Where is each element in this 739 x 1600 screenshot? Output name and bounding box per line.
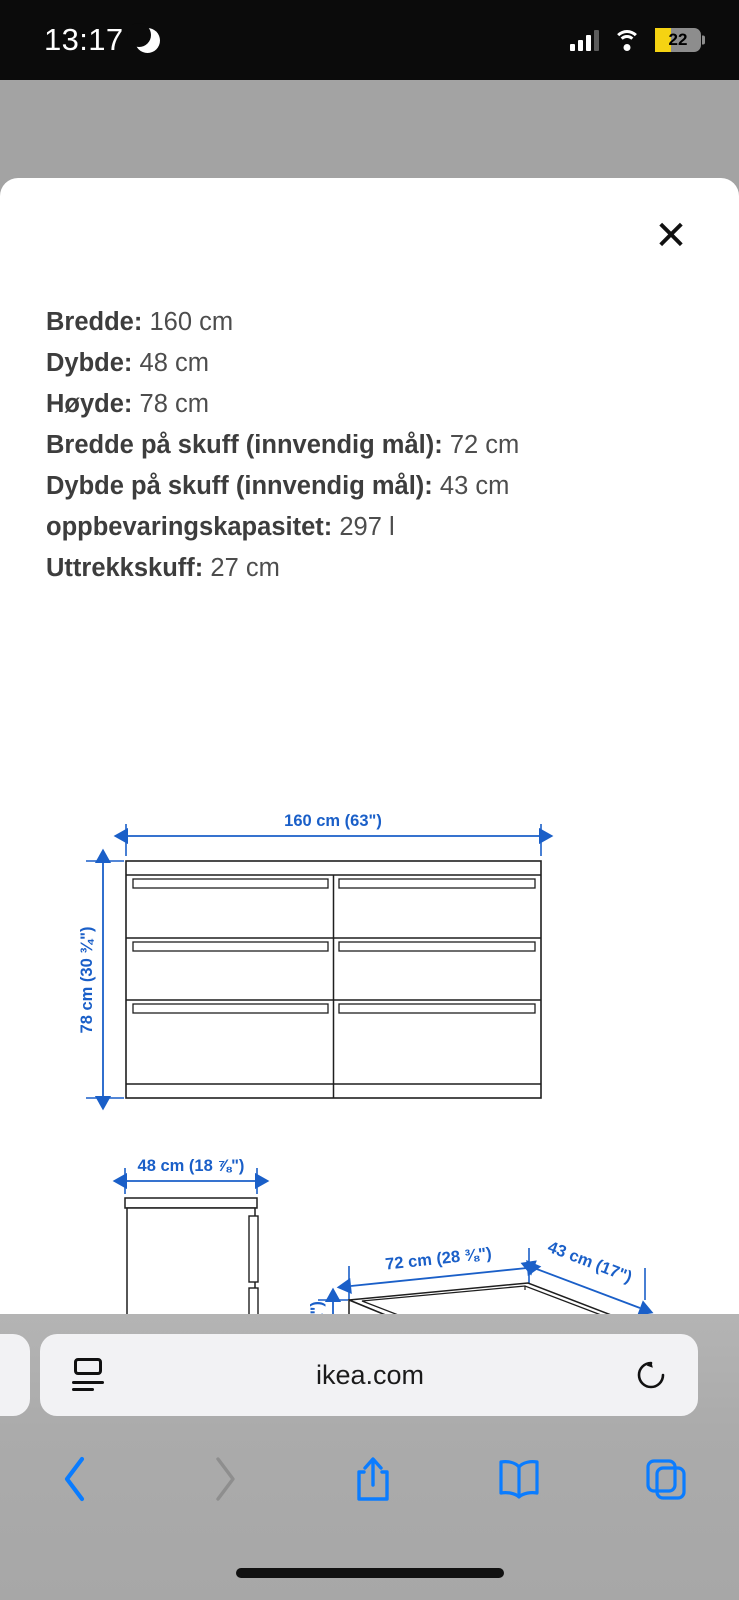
adjacent-tab-peek[interactable] bbox=[0, 1334, 30, 1416]
front-view-drawing bbox=[78, 812, 541, 1098]
status-time: 13:17 bbox=[44, 22, 124, 57]
wifi-icon bbox=[613, 30, 641, 51]
specifications-list bbox=[46, 302, 696, 589]
spec-value: 48 cm bbox=[139, 349, 209, 377]
spec-row bbox=[46, 343, 696, 384]
spec-row bbox=[46, 302, 696, 343]
status-bar-right bbox=[570, 28, 701, 52]
spec-value: 78 cm bbox=[139, 390, 209, 418]
bookmarks-book-icon[interactable] bbox=[446, 1444, 592, 1514]
spec-label: oppbevaringskapasitet: bbox=[46, 513, 333, 541]
spec-row bbox=[46, 425, 696, 466]
moon-icon bbox=[135, 28, 160, 53]
spec-label: Bredde: bbox=[46, 308, 143, 336]
back-chevron-icon[interactable] bbox=[0, 1444, 150, 1514]
status-bar-left bbox=[44, 22, 160, 58]
spec-label: Høyde: bbox=[46, 390, 133, 418]
reload-icon[interactable] bbox=[634, 1358, 668, 1392]
status-bar bbox=[0, 0, 739, 80]
spec-value: 297 l bbox=[339, 513, 395, 541]
spec-value: 72 cm bbox=[449, 431, 520, 459]
spec-value: 27 cm bbox=[210, 554, 280, 582]
side-depth-label: 48 cm (18 ⅞") bbox=[137, 1157, 245, 1175]
battery-percent: 22 bbox=[668, 30, 688, 49]
spec-value: 160 cm bbox=[149, 308, 234, 336]
spec-row bbox=[46, 384, 696, 425]
cellular-signal-icon bbox=[570, 29, 599, 51]
spec-label: Dybde: bbox=[46, 349, 133, 377]
home-indicator bbox=[236, 1568, 504, 1578]
url-text[interactable]: ikea.com bbox=[315, 1359, 425, 1390]
drawer-depth-label: 43 cm (17") bbox=[545, 1238, 635, 1287]
battery-icon bbox=[655, 28, 701, 52]
browser-toolbar bbox=[0, 1444, 739, 1514]
address-bar[interactable] bbox=[40, 1334, 698, 1416]
drawer-width-label: 72 cm (28 ⅜") bbox=[384, 1244, 493, 1274]
spec-label: Dybde på skuff (innvendig mål): bbox=[46, 472, 433, 500]
page-settings-aa-icon[interactable] bbox=[70, 1358, 106, 1392]
front-width-label: 160 cm (63") bbox=[284, 812, 382, 830]
front-height-label: 78 cm (30 ¾") bbox=[78, 926, 96, 1034]
share-icon[interactable] bbox=[300, 1444, 446, 1514]
tabs-icon[interactable] bbox=[592, 1444, 739, 1514]
browser-chrome bbox=[0, 1314, 739, 1600]
spec-label: Uttrekkskuff: bbox=[46, 554, 204, 582]
spec-row bbox=[46, 507, 696, 548]
spec-value: 43 cm bbox=[439, 472, 510, 500]
spec-row bbox=[46, 466, 696, 507]
close-icon[interactable]: ✕ bbox=[654, 214, 688, 258]
spec-label: Bredde på skuff (innvendig mål): bbox=[46, 431, 443, 459]
spec-row bbox=[46, 548, 696, 589]
technical-drawings bbox=[0, 628, 739, 1288]
forward-chevron-icon bbox=[150, 1444, 300, 1514]
product-dimensions-modal bbox=[0, 178, 739, 1314]
